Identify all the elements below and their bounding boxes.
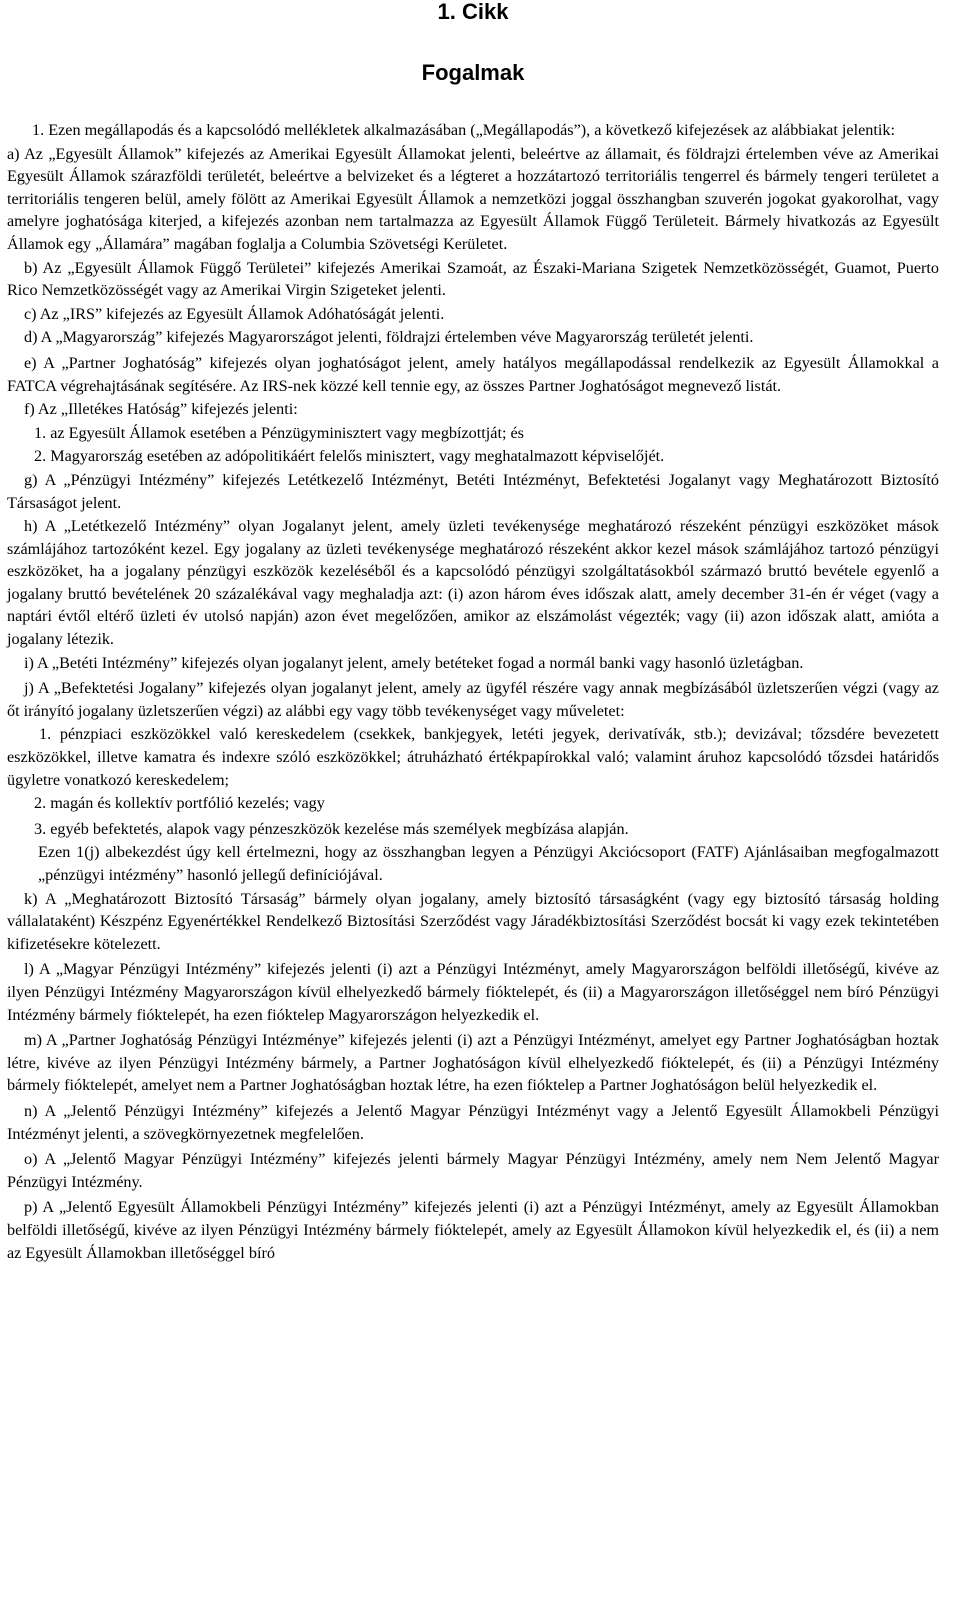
paragraph: l) A „Magyar Pénzügyi Intézmény” kifejezés jelenti (i) azt a Pénzügyi Intézményt, amely Magyarországon belföldi illetőségű, kivéve az ilyen Pénzügyi Intézmény Magyarországon kívül elhelyezkedő bármely fióktelepét, és (ii) a Magyarországon illetőséggel nem bíró Pénzügyi Intézmény bármely fióktelepét, ha ezen fióktelep Magyarországon helyezkedik el. bbox=[7, 960, 939, 1024]
paragraph: f) Az „Illetékes Hatóság” kifejezés jelenti: bbox=[24, 400, 298, 419]
paragraph: b) Az „Egyesült Államok Függő Területei” kifejezés Amerikai Szamoát, az Északi-Mariana Szigetek Nemzetközösségét, Guamot, Puerto Rico Nemzetközösségét vagy az Amerikai Virgin Szigeteket jelenti. bbox=[7, 258, 939, 300]
paragraph: h) A „Letétkezelő Intézmény” olyan Jogalanyt jelent, amely üzleti tevékenysége meghatározó részeként pénzügyi eszközöket mások számlájához tartozóként kezel. Egy jogalany az üzleti tevékenysége meghatározó részeként akkor kezel mások számlájához tartozó pénzügyi eszközöket, ha a jogalany pénzügyi eszközök kezeléséből és a kapcsolódó pénzügyi szolgáltatásokból származó bruttó bevétele egyenlő a jogalany bruttó bevételének 20 százalékával vagy meghaladja azt: (i) azon három éves időszak alatt, amely december 31-én ér véget (vagy a naptári évtől eltérő üzleti év utolsó napján) azon évet megelőzően, amikor az elszámolást végezték; vagy (ii) azon időszak alatt, amióta a jogalany létezik. bbox=[7, 517, 939, 649]
paragraph: a) Az „Egyesült Államok” kifejezés az Amerikai Egyesült Államokat jelenti, beleértve az államait, és földrajzi értelemben véve az Amerikai Egyesült Államok szárazföldi területét, beleértve a belvizeket és a légteret a hozzátartozó territoriális tengerrel és bármely tengeri területet a territoriális tengeren belül, amely fölött az Amerikai Egyesült Államok a nemzetközi joggal összhangban szuverén jogokat gyakorolhat, vagy amelyre joghatósága kiterjed, a kifejezés azonban nem tartalmazza az Egyesült Államok Függő Területeit. Bármely hivatkozás az Egyesült Államok egy „Államára” magában foglalja a Columbia Szövetségi Kerületet. bbox=[7, 144, 939, 253]
paragraph: e) A „Partner Joghatóság” kifejezés olyan joghatóságot jelent, amely hatályos megállapodással rendelkezik az Egyesült Államokkal a FATCA végrehajtásának segítésére. Az IRS-nek közzé kell tennie egy, az összes Partner Joghatóságot megnevező listát. bbox=[7, 353, 939, 395]
paragraph: j) A „Befektetési Jogalany” kifejezés olyan jogalanyt jelent, amely az ügyfél részére vagy annak megbízásából üzletszerűen végzi (vagy az őt irányító jogalany üzletszerűen végzi) az alábbi egy vagy több tevékenységet vagy műveletet: bbox=[7, 679, 939, 720]
paragraph: c) Az „IRS” kifejezés az Egyesült Államok Adóhatóságát jelenti. bbox=[24, 304, 445, 323]
paragraph: 1. pénzpiaci eszközökkel való kereskedelem (csekkek, bankjegyek, letéti jegyek, derivatívák, stb.); devizával; tőzsdére bevezetett eszközökkel, illetve kamatra és indexre szóló eszközökkel; átruházható értékpapírokkal való; valamint áruhoz kapcsolódó tőzsdei határidős ügyletre vonatkozó kereskedelem; bbox=[7, 725, 939, 789]
paragraph: 2. Magyarország esetében az adópolitikáért felelős minisztert, vagy meghatalmazott képviselőjét. bbox=[34, 447, 665, 466]
paragraph: i) A „Betéti Intézmény” kifejezés olyan jogalanyt jelent, amely betéteket fogad a normál banki vagy hasonló üzletágban. bbox=[24, 653, 804, 672]
paragraph: 1. Ezen megállapodás és a kapcsolódó mellékletek alkalmazásában („Megállapodás”), a következő kifejezések az alábbiakat jelentik: bbox=[32, 121, 895, 139]
article-heading: 1. Cikk bbox=[437, 0, 509, 24]
section-title: Fogalmak bbox=[421, 60, 525, 85]
paragraph: d) A „Magyarország” kifejezés Magyarországot jelenti, földrajzi értelemben véve Magyarország területét jelenti. bbox=[24, 328, 754, 347]
paragraph: n) A „Jelentő Pénzügyi Intézmény” kifejezés a Jelentő Magyar Pénzügyi Intézményt vagy a Jelentő Egyesült Államokbeli Pénzügyi Intézményt jelenti, a szövegkörnyezetnek megfelelően. bbox=[7, 1101, 939, 1143]
paragraph: Ezen 1(j) albekezdést úgy kell értelmezni, hogy az összhangban legyen a Pénzügyi Akciócsoport (FATF) Ajánlásaiban megfogalmazott „pénzügyi intézmény” hasonló jellegű definíciójával. bbox=[38, 843, 939, 884]
paragraph: m) A „Partner Joghatóság Pénzügyi Intézménye” kifejezés jelenti (i) azt a Pénzügyi Intézményt, amelyet egy Partner Joghatóságban hoztak létre, kivéve az ilyen Pénzügyi Intézmény bármely, a Partner Joghatóságon kívül elhelyezkedő fióktelepét, és (ii) a Pénzügyi Intézmény bármely fióktelepét, amelyet nem a Partner Joghatóságban hoztak létre, ha ezen fióktelep a Partner Joghatóságon belül helyezkedik el. bbox=[7, 1031, 939, 1095]
paragraph: 2. magán és kollektív portfólió kezelés; vagy bbox=[34, 794, 325, 813]
paragraph: 1. az Egyesült Államok esetében a Pénzügyminisztert vagy megbízottját; és bbox=[34, 423, 524, 442]
paragraph: o) A „Jelentő Magyar Pénzügyi Intézmény” kifejezés jelenti bármely Magyar Pénzügyi Intézmény, amely nem Nem Jelentő Magyar Pénzügyi Intézmény. bbox=[7, 1150, 939, 1191]
paragraph: g) A „Pénzügyi Intézmény” kifejezés Letétkezelő Intézményt, Betéti Intézményt, Befektetési Jogalanyt vagy Meghatározott Biztosító Társaságot jelent. bbox=[7, 470, 939, 512]
document-body bbox=[7, 119, 939, 1265]
paragraph: k) A „Meghatározott Biztosító Társaság” bármely olyan jogalany, amely biztosító társaságként (vagy egy biztosító társaság holding vállalataként) Készpénz Egyenértékkel Rendelkező Biztosítási Szerződést vagy Járadékbiztosítási Szerződést bocsát ki vagy ezek tekintetében kifizetésekre kötelezett. bbox=[7, 889, 939, 953]
paragraph: 3. egyéb befektetés, alapok vagy pénzeszközök kezelése más személyek megbízása alapján. bbox=[34, 819, 629, 838]
paragraph: p) A „Jelentő Egyesült Államokbeli Pénzügyi Intézmény” kifejezés jelenti (i) azt a Pénzügyi Intézményt, amely az Egyesült Államokban belföldi illetőségű, kivéve az ilyen Pénzügyi Intézmény bármely fióktelepét, amely az Egyesült Államokon kívül helyezkedik el, és (ii) a nem az Egyesült Államokban illetőséggel bíró bbox=[7, 1198, 939, 1262]
